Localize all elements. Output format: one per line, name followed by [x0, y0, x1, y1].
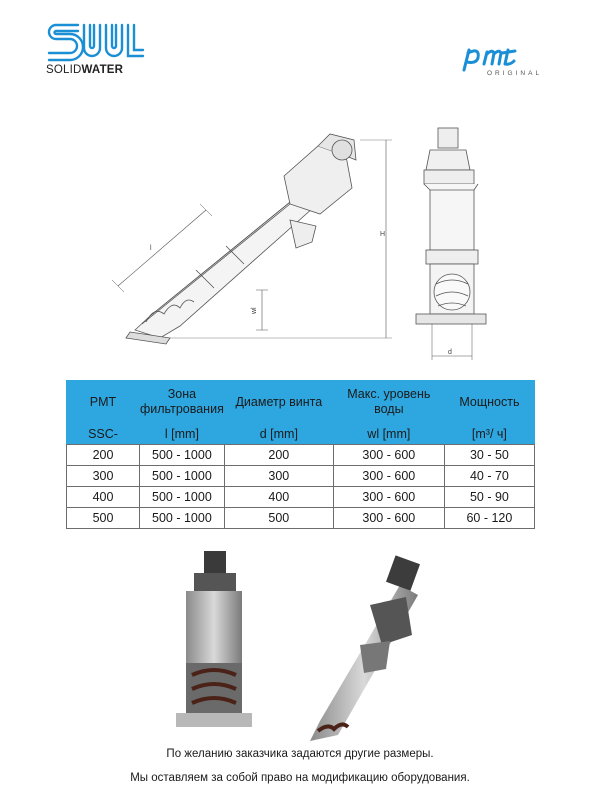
table-cell: 500 - 1000 — [140, 487, 225, 508]
table-cell: 60 - 120 — [444, 508, 534, 529]
header-cell: Мощность — [444, 381, 534, 424]
label-d: d — [448, 349, 452, 356]
table-row — [67, 508, 535, 529]
table-cell: 500 - 1000 — [140, 445, 225, 466]
product-renders — [150, 545, 450, 750]
pmt-subtitle: ORIGINAL — [487, 70, 543, 77]
table-cell: 400 — [67, 487, 140, 508]
table-cell: 50 - 90 — [444, 487, 534, 508]
label-l: l — [150, 245, 152, 252]
table-cell: 500 - 1000 — [140, 466, 225, 487]
inclined-unit-render — [310, 555, 420, 741]
table-cell: 500 - 1000 — [140, 508, 225, 529]
unit-cell: wl [mm] — [333, 424, 444, 445]
spec-table — [66, 380, 535, 529]
technical-drawing — [0, 110, 600, 380]
unit-cell: l [mm] — [140, 424, 225, 445]
label-wl: wl — [251, 307, 258, 314]
table-cell: 200 — [224, 445, 333, 466]
table-row — [67, 445, 535, 466]
unit-cell: SSC- — [67, 424, 140, 445]
table-cell: 300 — [224, 466, 333, 487]
table-cell: 30 - 50 — [444, 445, 534, 466]
table-cell: 300 - 600 — [333, 445, 444, 466]
solidwater-suffix: WATER — [81, 64, 124, 76]
table-cell: 300 - 600 — [333, 466, 444, 487]
header-cell: Зона фильтрования — [140, 381, 225, 424]
header-cell: PMT — [67, 381, 140, 424]
table-cell: 400 — [224, 487, 333, 508]
vertical-unit-render — [176, 551, 252, 727]
unit-cell: d [mm] — [224, 424, 333, 445]
table-cell: 40 - 70 — [444, 466, 534, 487]
table-cell: 300 - 600 — [333, 487, 444, 508]
table-cell: 200 — [67, 445, 140, 466]
table-row — [67, 466, 535, 487]
solidwater-prefix: SOLID — [46, 64, 82, 76]
table-header-row — [67, 381, 535, 424]
header-cell: Диаметр винта — [224, 381, 333, 424]
footer-note-modification: Мы оставляем за собой право на модификацию оборудования. — [130, 772, 470, 784]
table-cell: 300 - 600 — [333, 508, 444, 529]
solidwater-wordmark — [46, 64, 123, 76]
header-cell: Макс. уровень воды — [333, 381, 444, 424]
table-units-row — [67, 424, 535, 445]
table-cell: 500 — [224, 508, 333, 529]
table-cell: 300 — [67, 466, 140, 487]
table-row — [67, 487, 535, 508]
footer-note-sizes: По желанию заказчика задаются другие размеры. — [166, 748, 434, 760]
table-cell: 500 — [67, 508, 140, 529]
front-view-drawing — [416, 128, 486, 360]
unit-cell: [m³/ ч] — [444, 424, 534, 445]
label-h: H — [380, 231, 386, 238]
